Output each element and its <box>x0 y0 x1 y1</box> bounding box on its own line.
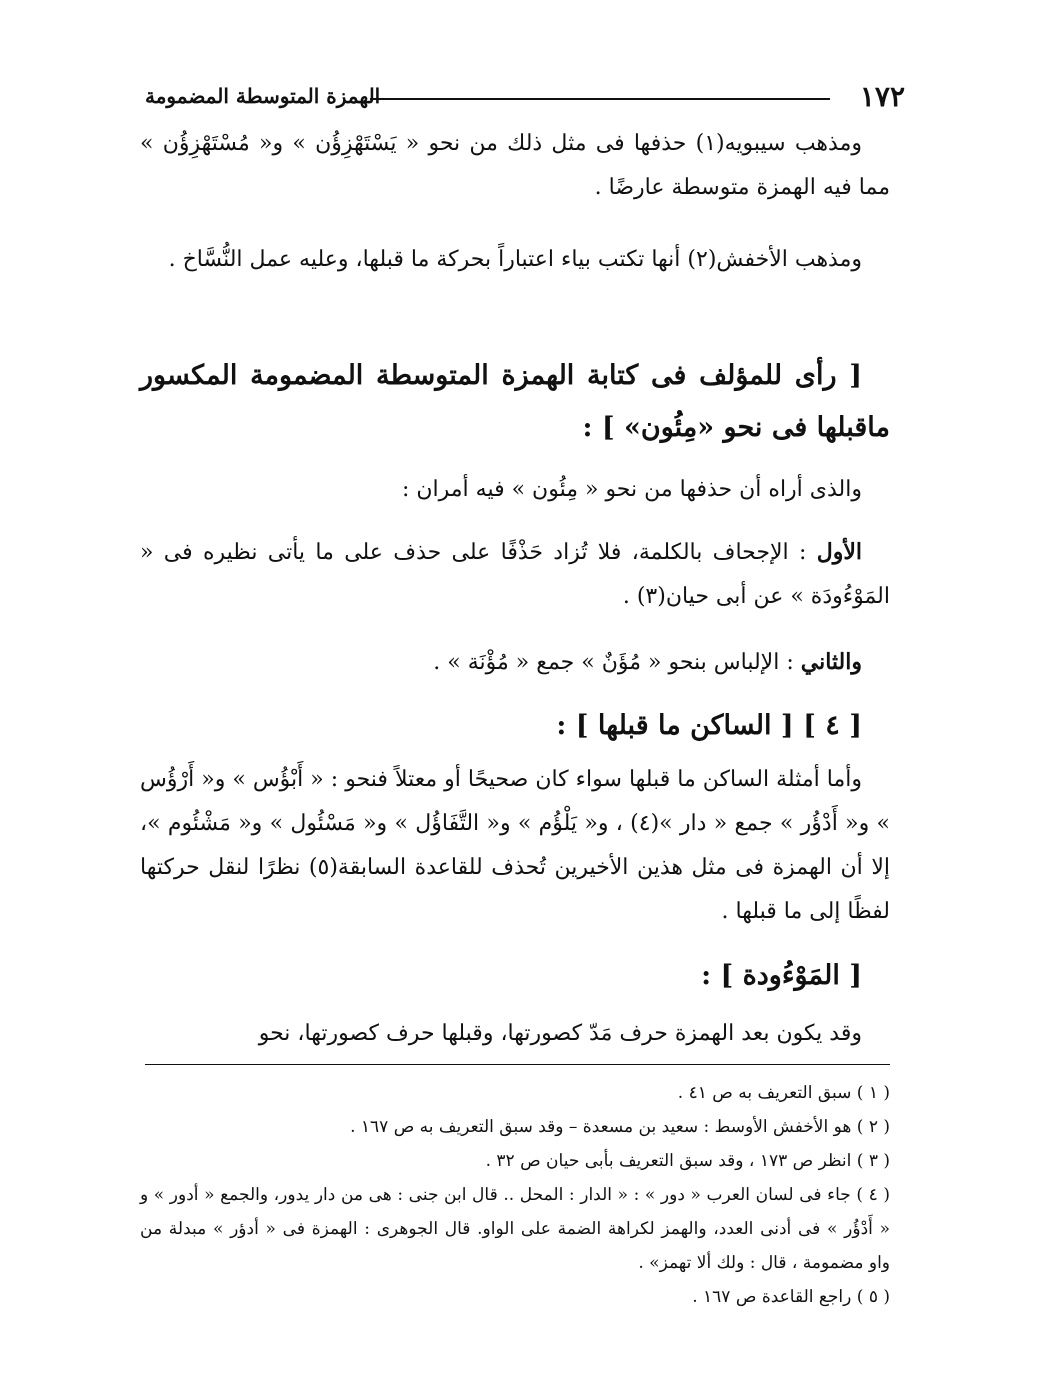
page-header <box>145 78 905 118</box>
heading-section-4: [ ٤ ] [ الساكن ما قبلها ] : <box>556 710 862 741</box>
header-rule <box>370 98 830 100</box>
first-reason-label: الأول <box>816 539 862 565</box>
heading-author-opinion: [ رأى للمؤلف فى كتابة الهمزة المتوسطة المضمومة المكسور ماقبلها فى نحو «مِئُون» ] : <box>140 360 890 443</box>
paragraph-akhfash: ومذهب الأخفش(٢) أنها تكتب بياء اعتباراً بحركة ما قبلها، وعليه عمل النُّسَّاخ . <box>168 247 862 272</box>
footnote-rule <box>145 1064 890 1065</box>
paragraph-sibawayh: ومذهب سيبويه(١) حذفها فى مثل ذلك من نحو « يَسْتَهْزِؤُن » و« مُسْتَهْزِؤُن » مما فيه الهمزة متوسطة عارضًا . <box>140 131 890 200</box>
heading-mawuda: [ المَوْءُودة ] : <box>701 960 862 991</box>
paragraph-two-reasons: والذى أراه أن حذفها من نحو « مِئُون » فيه أمران : <box>401 477 862 502</box>
footnote-1: ( ١ ) سبق التعريف به ص ٤١ . <box>677 1083 890 1103</box>
paragraph-madd: وقد يكون بعد الهمزة حرف مَدّ كصورتها، وقبلها حرف كصورتها، نحو <box>258 1021 862 1046</box>
footnote-4: ( ٤ ) جاء فى لسان العرب « دور » : « الدار : المحل .. قال ابن جنى : هى من دار يدور، والجمع « أدور » و « أَدْؤُر » فى أدنى العدد، والهمز لكراهة الضمة على الواو. قال الجوهرى : الهمزة فى « أدؤر » مبدلة من واو مضمومة ، قال : ولك ألا تهمز» . <box>140 1185 890 1273</box>
running-title: الهمزة المتوسطة المضمومة <box>145 84 381 108</box>
page-number: ١٧٢ <box>859 80 905 113</box>
footnote-5: ( ٥ ) راجع القاعدة ص ١٦٧ . <box>692 1287 890 1307</box>
paragraph-examples: وأما أمثلة الساكن ما قبلها سواء كان صحيحًا أو معتلاً فنحو : « أَبْؤُس » و« أَرْؤُس » و« أَدْؤُر » جمع « دار »(٤) ، و« يَلْؤُم » و« التَّفَاؤُل » و« مَسْئُول » و« مَشْئُوم »، إلا أن الهمزة فى مثل هذين الأخيرين تُحذف للقاعدة السابقة(٥) نظرًا لنقل حركتها لفظًا إلى ما قبلها . <box>140 767 890 924</box>
second-reason-label: والثاني <box>800 649 862 675</box>
paragraph-first-reason <box>140 530 890 619</box>
paragraph-second-reason: والثاني : الإلباس بنحو « مُؤَنٌ » جمع « مُؤْنَة » . <box>433 649 862 675</box>
footnote-3: ( ٣ ) انظر ص ١٧٣ ، وقد سبق التعريف بأبى حيان ص ٣٢ . <box>485 1151 890 1171</box>
footnotes <box>140 1076 890 1314</box>
footnote-2: ( ٢ ) هو الأخفش الأوسط : سعيد بن مسعدة – وقد سبق التعريف به ص ١٦٧ . <box>350 1117 890 1137</box>
first-reason-text: : الإجحاف بالكلمة، فلا تُزاد حَذْفًا على حذف على ما يأتى نظيره فى « المَوْءُودَة » عن أبى حيان(٣) . <box>140 540 890 609</box>
second-reason-text: الإلباس بنحو « مُؤَنٌ » جمع « مُؤْنَة » . <box>433 650 780 675</box>
